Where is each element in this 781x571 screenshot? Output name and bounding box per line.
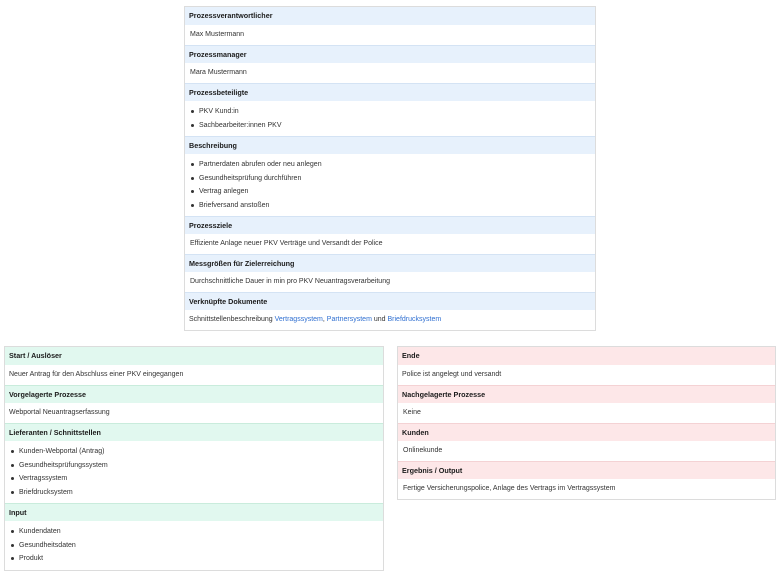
input-header: Input [5, 503, 383, 521]
list-item: Produkt [11, 552, 383, 566]
next-process-header: Nachgelagerte Prozesse [398, 385, 775, 403]
end-panel [397, 346, 776, 500]
docs-and: und [373, 316, 386, 323]
list-item: Vertragssystem [11, 472, 383, 486]
list-item: Sachbearbeiter:innen PKV [191, 119, 595, 133]
list-item: PKV Kund:in [191, 105, 595, 119]
suppliers-header: Lieferanten / Schnittstellen [5, 423, 383, 441]
link-briefdrucksystem[interactable]: Briefdrucksystem [387, 316, 442, 323]
list-item: Briefversand anstoßen [191, 199, 595, 213]
goals-header: Prozessziele [185, 216, 595, 234]
list-item: Kunden-Webportal (Antrag) [11, 445, 383, 459]
participants-list [185, 101, 595, 136]
metrics-value: Durchschnittliche Dauer in min pro PKV Neuantragsverarbeitung [190, 278, 390, 285]
manager-header: Prozessmanager [185, 45, 595, 63]
trigger-header: Start / Auslöser [5, 347, 383, 365]
link-vertragssystem[interactable]: Vertragssystem [274, 316, 323, 323]
link-partnersystem[interactable]: Partnersystem [326, 316, 372, 323]
output-value: Fertige Versicherungspolice, Anlage des Vertrags im Vertragssystem [403, 485, 616, 492]
input-list [5, 521, 383, 570]
list-item: Partnerdaten abrufen oder neu anlegen [191, 158, 595, 172]
customers-value: Onlinekunde [403, 447, 443, 454]
next-process-value: Keine [403, 409, 421, 416]
owner-value: Max Mustermann [190, 31, 245, 38]
metrics-header: Messgrößen für Zielerreichung [185, 254, 595, 272]
docs-header: Verknüpfte Dokumente [185, 292, 595, 310]
end-value: Police ist angelegt und versandt [402, 371, 502, 378]
list-item: Gesundheitsprüfung durchführen [191, 172, 595, 186]
trigger-value: Neuer Antrag für den Abschluss einer PKV eingegangen [9, 371, 184, 378]
description-list [185, 154, 595, 216]
owner-header: Prozessverantwortlicher [185, 7, 595, 25]
description-header: Beschreibung [185, 136, 595, 154]
prev-process-value: Webportal Neuantragserfassung [9, 409, 110, 416]
prev-process-header: Vorgelagerte Prozesse [5, 385, 383, 403]
list-item: Kundendaten [11, 525, 383, 539]
docs-separator: , [322, 316, 325, 323]
list-item: Briefdrucksystem [11, 486, 383, 500]
list-item: Vertrag anlegen [191, 185, 595, 199]
list-item: Gesundheitsprüfungssystem [11, 459, 383, 473]
start-panel [4, 346, 384, 571]
manager-value: Mara Mustermann [190, 69, 247, 76]
participants-header: Prozessbeteiligte [185, 83, 595, 101]
customers-header: Kunden [398, 423, 775, 441]
end-header: Ende [398, 347, 775, 365]
output-header: Ergebnis / Output [398, 461, 775, 479]
list-item: Gesundheitsdaten [11, 539, 383, 553]
docs-value [185, 310, 595, 330]
goals-value: Effiziente Anlage neuer PKV Verträge und Versandt der Police [190, 240, 383, 247]
process-overview-panel [184, 6, 596, 331]
suppliers-list [5, 441, 383, 503]
docs-prefix: Schnittstellenbeschreibung [189, 316, 273, 323]
